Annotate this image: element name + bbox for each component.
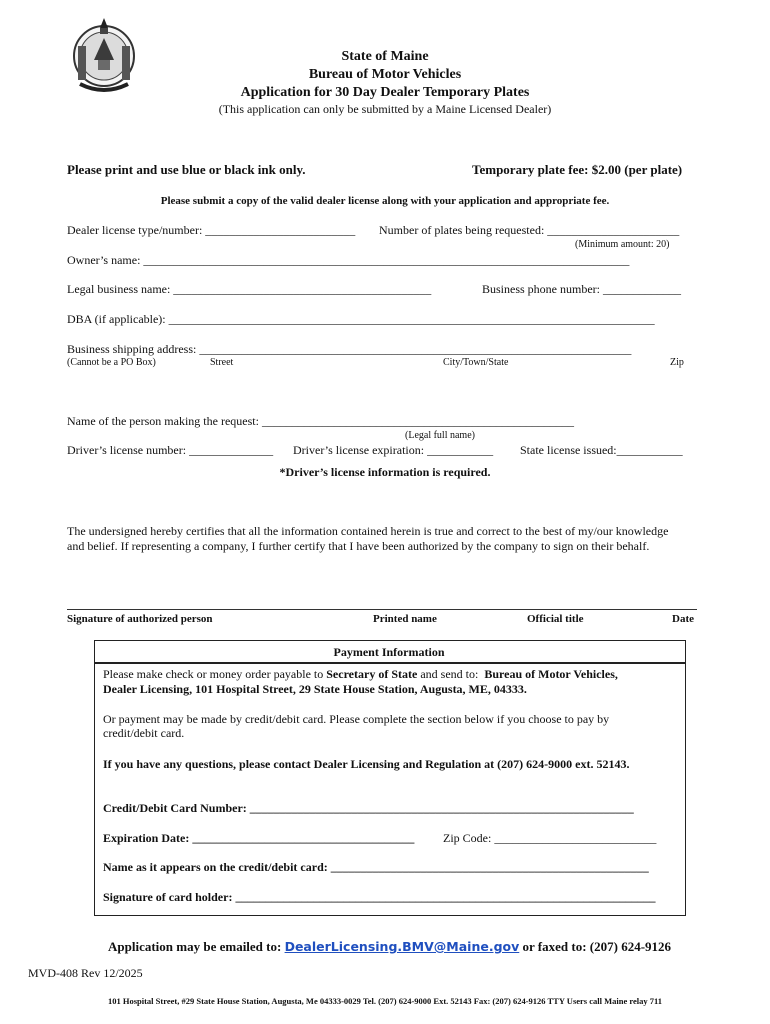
expiration-date-field[interactable]: Expiration Date: _____________________________________ (103, 831, 415, 845)
signature-label: Signature of authorized person (67, 613, 213, 625)
form-number: MVD-408 Rev 12/2025 (28, 966, 143, 980)
legal-business-name-field[interactable]: Legal business name: ___________________________________________ (67, 282, 432, 296)
header-bureau: Bureau of Motor Vehicles (308, 67, 462, 82)
email-link[interactable]: DealerLicensing.BMV@Maine.gov (284, 939, 520, 954)
plate-fee: Temporary plate fee: $2.00 (per plate) (472, 162, 683, 177)
signature-line[interactable] (67, 609, 697, 610)
requester-name-field[interactable] (67, 414, 574, 429)
footer-address: 101 Hospital Street, #29 State House Station, Augusta, Me 04333-0029 Tel. (207) 624-9000 Ext. 52143 Fax: (207) 624-9126 TTY Users call Maine relay 711 (107, 996, 663, 1006)
dl-expiration-field[interactable]: Driver’s license expiration: ___________ (293, 443, 494, 457)
legal-full-name-note: (Legal full name) (405, 430, 475, 441)
dba-field[interactable]: DBA (if applicable): _________________________________________________________________________________ (67, 312, 655, 326)
payable-to: Secretary of State (326, 667, 418, 681)
certification-line-1: The undersigned hereby certifies that all the information contained herein is true and correct to the best of my/our knowledge (67, 524, 669, 538)
state-issued-field[interactable]: State license issued:___________ (520, 443, 683, 457)
requester-name-label: Name of the person making the request: ______________________________________________ (67, 414, 538, 428)
printed-name-label: Printed name (373, 613, 437, 625)
send-to-bold: Bureau of Motor Vehicles, (484, 667, 618, 681)
dl-number-field[interactable]: Driver’s license number: ______________ (67, 443, 274, 457)
card-option-line-2: credit/debit card. (103, 726, 185, 740)
payment-info-box (94, 662, 686, 916)
dealer-license-field[interactable]: Dealer license type/number: _________________________ (67, 223, 356, 237)
name-on-card-field[interactable]: Name as it appears on the credit/debit card: _____________________________________________________ (103, 860, 649, 874)
plates-requested-field[interactable]: Number of plates being requested: ______________________ (379, 223, 680, 237)
mailing-address: Dealer Licensing, 101 Hospital Street, 29 State House Station, Augusta, ME, 04333. (103, 682, 527, 696)
dl-required-note: *Driver’s license information is required. (279, 465, 491, 479)
shipping-address-field[interactable]: Business shipping address: ________________________________________________________________________ (67, 342, 632, 356)
card-holder-signature-field[interactable]: Signature of card holder: ______________________________________________________________________ (103, 890, 656, 904)
submit-instruction: Please submit a copy of the valid dealer license along with your application and appropriate fee. (160, 195, 610, 207)
city-label: City/Town/State (443, 357, 509, 368)
payable-prefix: Please make check or money order payable to (103, 667, 324, 681)
certification-line-2: and belief. If representing a company, I further certify that I have been authorized by the company to sign on their behalf. (67, 539, 650, 553)
card-option-line-1: Or payment may be made by credit/debit card. Please complete the section below if you choose to pay by (103, 712, 610, 726)
card-number-field[interactable]: Credit/Debit Card Number: ________________________________________________________________ (103, 801, 634, 815)
form-subtitle: (This application can only be submitted by a Maine Licensed Dealer) (218, 102, 552, 116)
email-fax-line (108, 939, 671, 955)
send-to-prefix: and send to: (420, 667, 479, 681)
payable-line (103, 667, 618, 682)
official-title-label: Official title (527, 613, 584, 625)
card-zip-code-field[interactable]: Zip Code: ___________________________ (443, 831, 657, 845)
zip-label: Zip (670, 357, 684, 368)
ink-instruction: Please print and use blue or black ink only. (67, 162, 306, 177)
email-prefix: Application may be emailed to: (108, 939, 282, 954)
street-label: Street (210, 357, 234, 368)
owner-name-field[interactable]: Owner’s name: _________________________________________________________________________________ (67, 253, 630, 267)
no-po-box-note: (Cannot be a PO Box) (67, 357, 156, 368)
requester-name-tail: ______ (537, 414, 574, 428)
date-label: Date (672, 613, 694, 625)
minimum-note: (Minimum amount: 20) (575, 239, 670, 250)
header-state: State of Maine (341, 49, 429, 64)
payment-info-title: Payment Information (333, 645, 445, 659)
business-phone-field[interactable]: Business phone number: _____________ (482, 282, 681, 296)
fax-text: or faxed to: (207) 624-9126 (522, 939, 672, 954)
form-title: Application for 30 Day Dealer Temporary Plates (240, 85, 530, 100)
questions-contact: If you have any questions, please contact Dealer Licensing and Regulation at (207) 624-9000 ext. 52143. (103, 757, 630, 771)
